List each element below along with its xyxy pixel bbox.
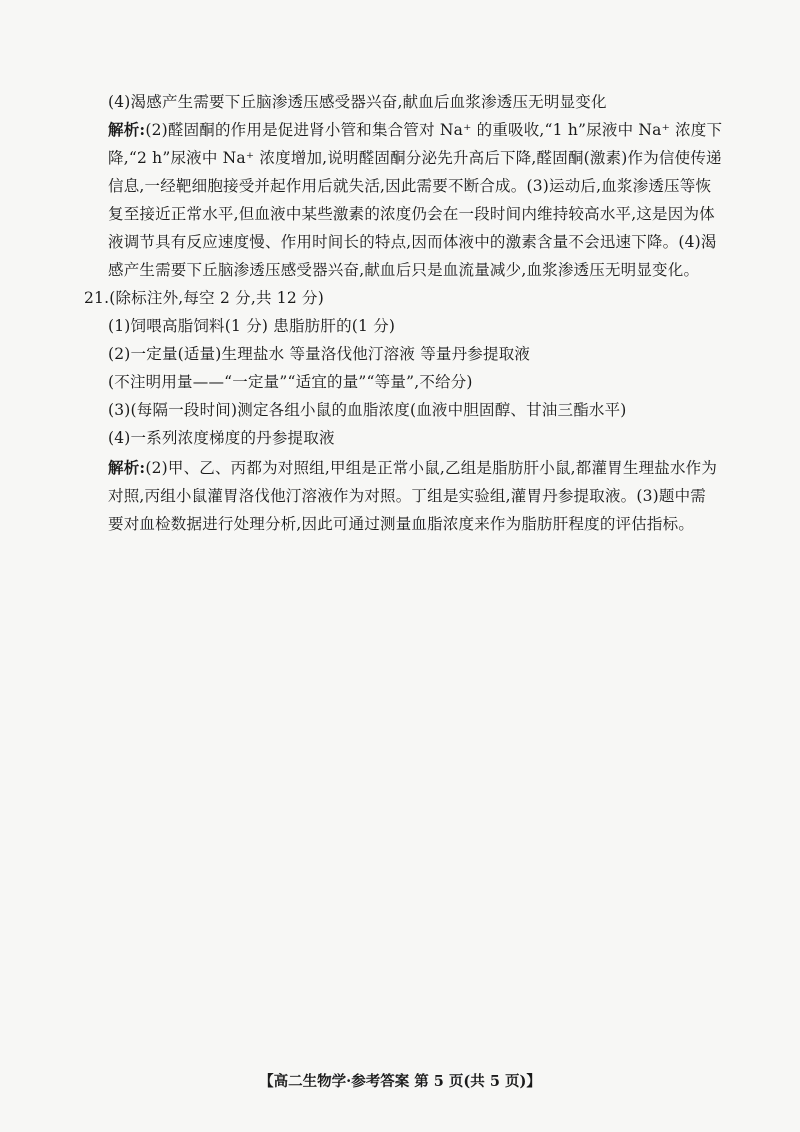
q21-answer-2-note: (不注明用量——“一定量”“适宜的量”“等量”,不给分) xyxy=(108,373,473,391)
q21-header: 21.(除标注外,每空 2 分,共 12 分) xyxy=(84,289,324,307)
q21-analysis-line-2: 对照,丙组小鼠灌胃洛伐他汀溶液作为对照。丁组是实验组,灌胃丹参提取液。(3)题中需 xyxy=(108,487,707,505)
q20-analysis-line-2: 降,“2 h”尿液中 Na⁺ 浓度增加,说明醛固酮分泌先升高后下降,醛固酮(激素)作为信使传递 xyxy=(108,149,722,167)
q20-analysis-line-3: 信息,一经靶细胞接受并起作用后就失活,因此需要不断合成。(3)运动后,血浆渗透压等恢 xyxy=(108,177,712,195)
q20-analysis-label: 解析: xyxy=(108,120,146,139)
q21-analysis-text: (2)甲、乙、丙都为对照组,甲组是正常小鼠,乙组是脂肪肝小鼠,都灌胃生理盐水作为 xyxy=(145,459,718,477)
q20-analysis-line-5: 液调节具有反应速度慢、作用时间长的特点,因而体液中的激素含量不会迅速下降。(4)渴 xyxy=(108,233,717,251)
q20-analysis-line-6: 感产生需要下丘脑渗透压感受器兴奋,献血后只是血流量减少,血浆渗透压无明显变化。 xyxy=(108,261,700,279)
q21-analysis-label: 解析: xyxy=(108,458,146,477)
q21-analysis-line-3: 要对血检数据进行处理分析,因此可通过测量血脂浓度来作为脂肪肝程度的评估指标。 xyxy=(108,515,695,533)
q21-answer-3: (3)(每隔一段时间)测定各组小鼠的血脂浓度(血液中胆固醇、甘油三酯水平) xyxy=(108,401,627,419)
q20-analysis-text: (2)醛固酮的作用是促进肾小管和集合管对 Na⁺ 的重吸收,“1 h”尿液中 Na⁺ 浓度下 xyxy=(145,121,723,139)
q20-analysis-line-4: 复至接近正常水平,但血液中某些激素的浓度仍会在一段时间内维持较高水平,这是因为体 xyxy=(108,205,715,223)
q20-analysis-line-1 xyxy=(108,120,722,140)
q20-answer-4: (4)渴感产生需要下丘脑渗透压感受器兴奋,献血后血浆渗透压无明显变化 xyxy=(108,93,607,111)
page-footer: 【高二生物学·参考答案 第 5 页(共 5 页)】 xyxy=(259,1073,541,1090)
q21-answer-2: (2)一定量(适量)生理盐水 等量洛伐他汀溶液 等量丹参提取液 xyxy=(108,345,531,363)
q21-analysis-line-1 xyxy=(108,458,717,478)
q21-answer-4: (4)一系列浓度梯度的丹参提取液 xyxy=(108,429,335,447)
q21-answer-1: (1)饲喂高脂饲料(1 分) 患脂肪肝的(1 分) xyxy=(108,317,396,335)
